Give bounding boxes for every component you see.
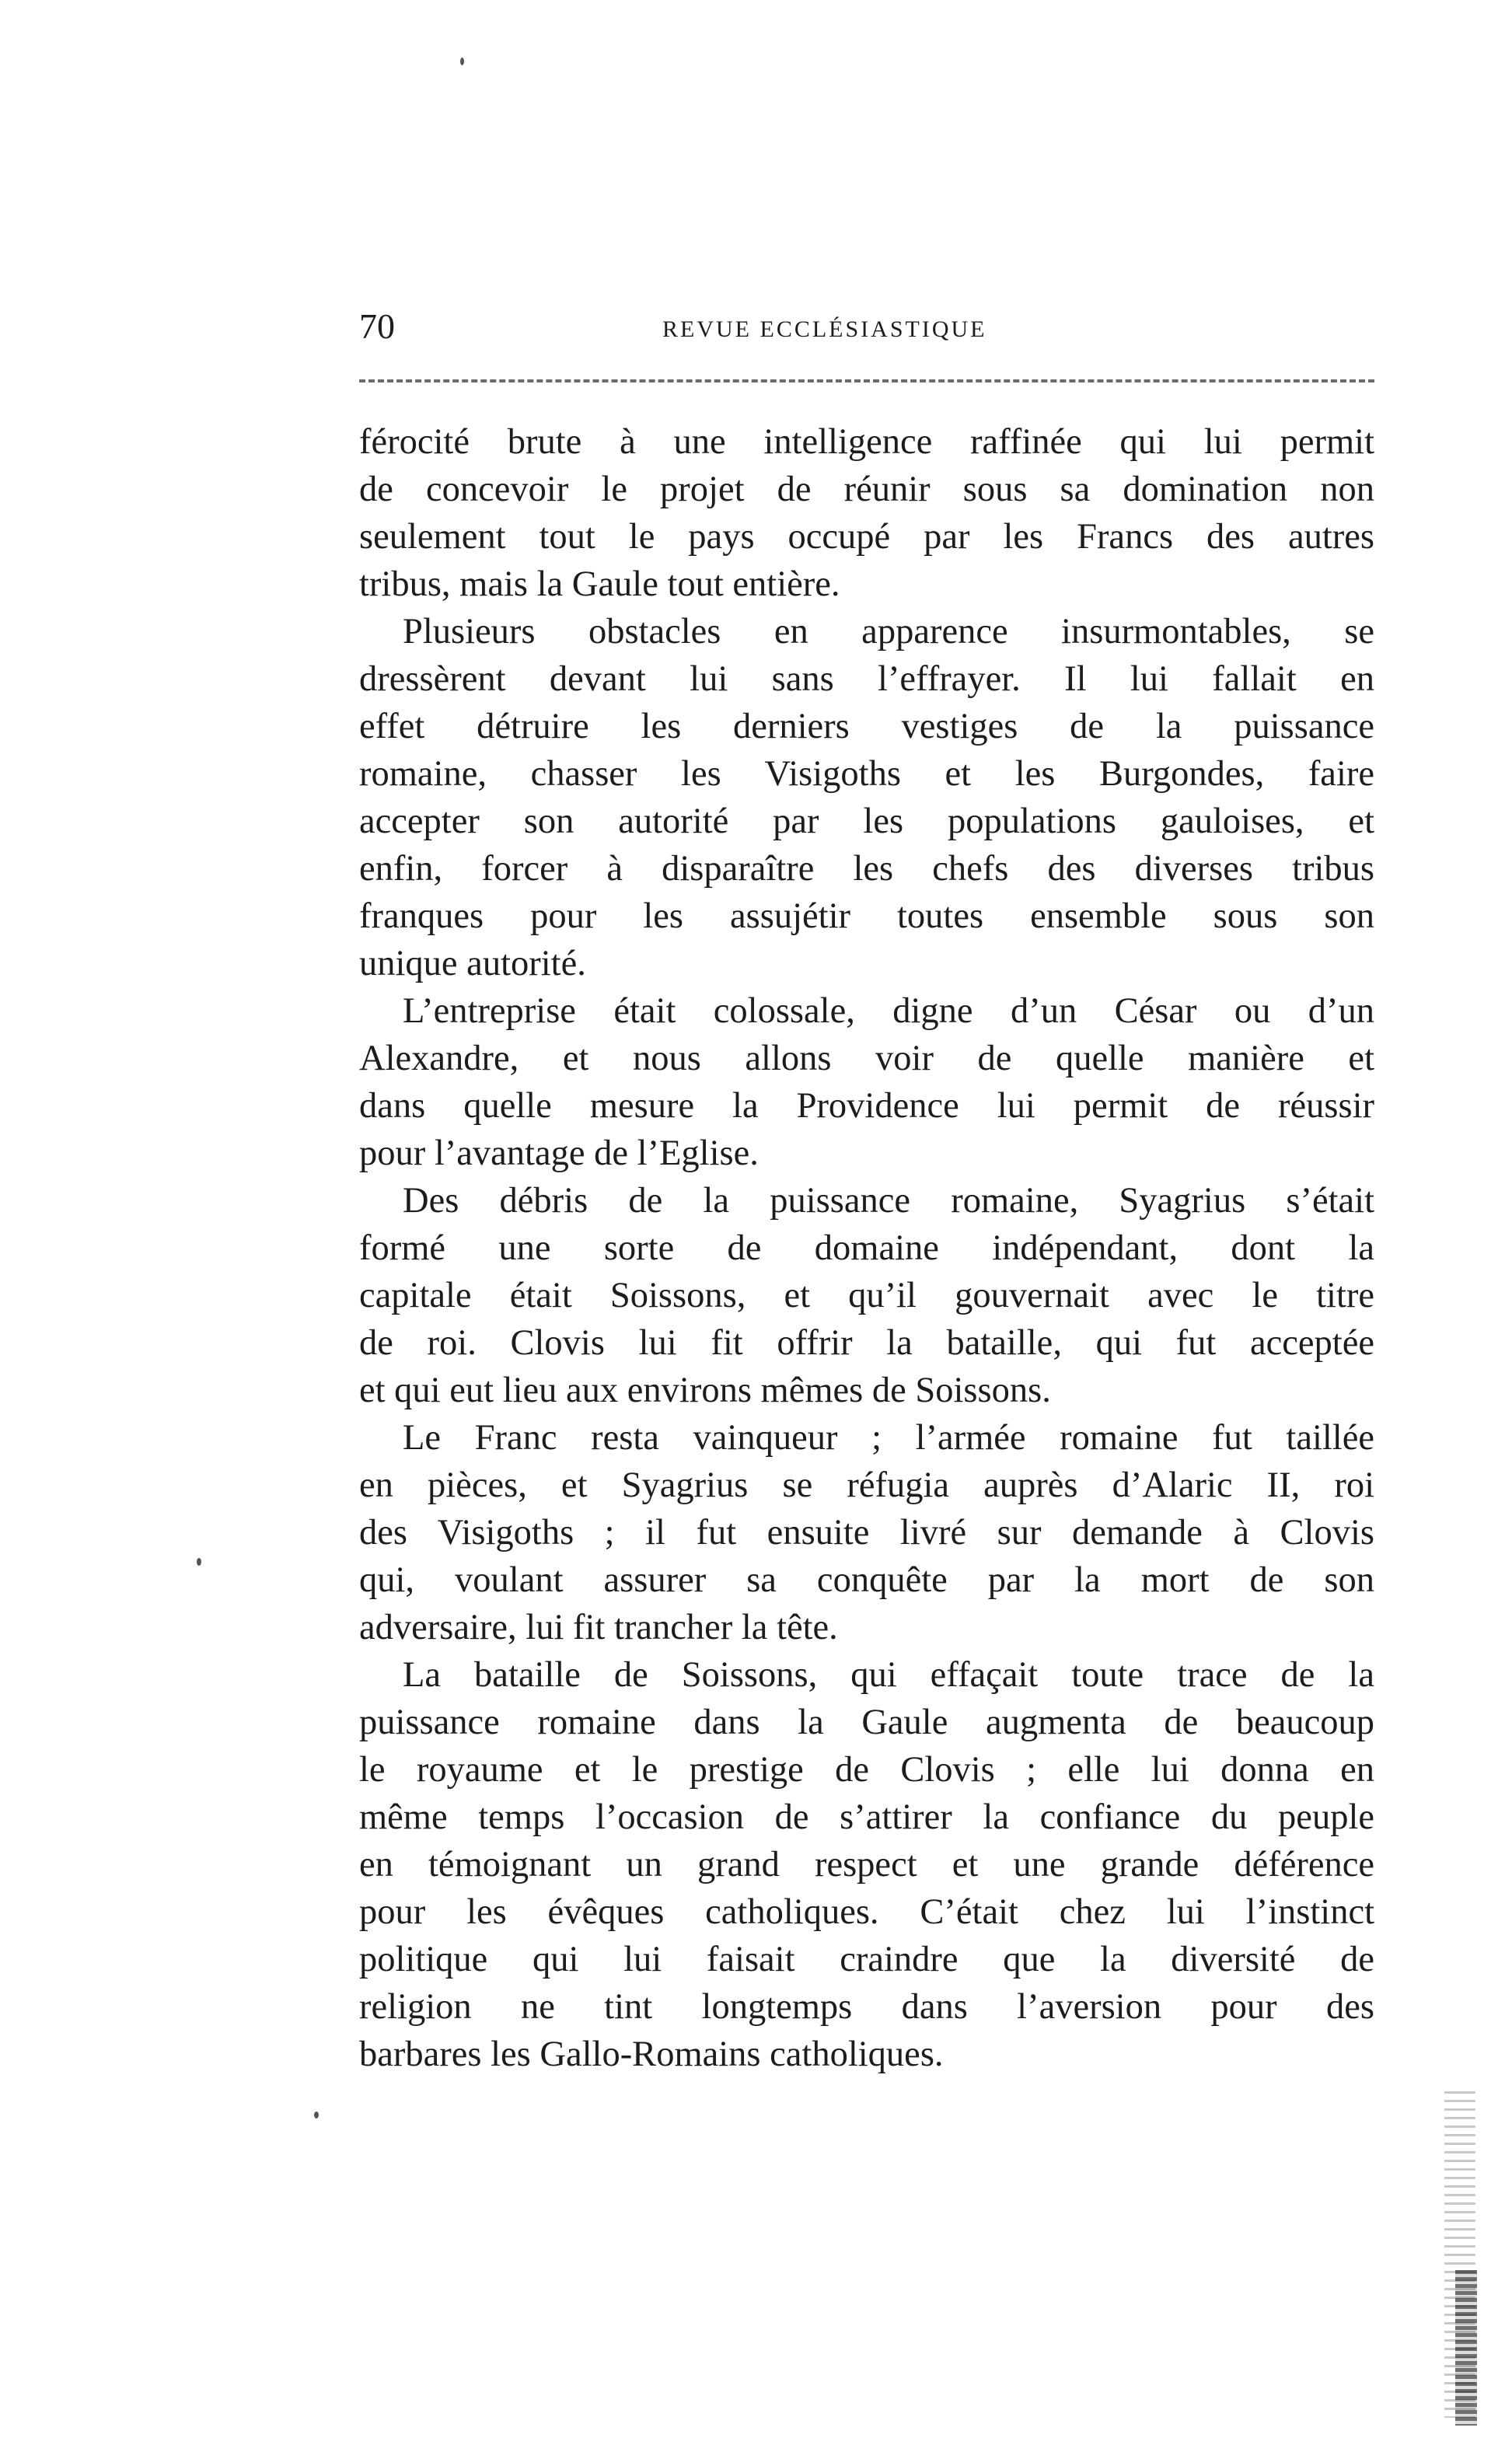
text-line: Des débris de la puissance romaine, Syagrius s’était [403, 1181, 1374, 1221]
header-rule [359, 379, 1374, 382]
text-line: pour l’avantage de l’Eglise. [359, 1133, 759, 1173]
text-line: Plusieurs obstacles en apparence insurmontables, se [403, 612, 1374, 651]
text-line: barbares les Gallo-Romains catholiques. [359, 2035, 944, 2074]
page-number: 70 [359, 306, 395, 346]
text-line: qui, voulant assurer sa conquête par la mort de son [359, 1560, 1374, 1600]
ink-speck [460, 58, 464, 65]
text-line: de roi. Clovis lui fit offrir la bataille, qui fut acceptée [359, 1323, 1374, 1363]
text-line: en témoignant un grand respect et une grande déférence [359, 1845, 1374, 1884]
text-line: unique autorité. [359, 944, 586, 983]
paragraph [359, 418, 1374, 608]
text-line: franques pour les assujétir toutes ensemble sous son [359, 896, 1374, 936]
text-line: adversaire, lui fit trancher la tête. [359, 1608, 838, 1647]
text-line: en pièces, et Syagrius se réfugia auprès d’Alaric II, roi [359, 1465, 1374, 1505]
text-line: effet détruire les derniers vestiges de la puissance [359, 707, 1374, 746]
running-title: REVUE ECCLÉSIASTIQUE [662, 316, 987, 342]
paragraph [359, 987, 1374, 1177]
text-line: pour les évêques catholiques. C’était chez lui l’instinct [359, 1892, 1374, 1932]
text-line: capitale était Soissons, et qu’il gouvernait avec le titre [359, 1276, 1374, 1315]
paragraph [359, 608, 1374, 987]
body-text [359, 418, 1374, 2078]
text-line: religion ne tint longtemps dans l’aversion pour des [359, 1987, 1374, 2027]
text-line: accepter son autorité par les populations gauloises, et [359, 802, 1374, 841]
text-line: de concevoir le projet de réunir sous sa domination non [359, 470, 1374, 509]
text-line: formé une sorte de domaine indépendant, dont la [359, 1228, 1374, 1268]
text-line: férocité brute à une intelligence raffinée qui lui permit [359, 422, 1374, 462]
paragraph [359, 1651, 1374, 2078]
paragraph [359, 1414, 1374, 1651]
text-line: Alexandre, et nous allons voir de quelle manière et [359, 1039, 1374, 1078]
text-line: puissance romaine dans la Gaule augmenta de beaucoup [359, 1703, 1374, 1742]
text-line: tribus, mais la Gaule tout entière. [359, 564, 840, 604]
text-line: enfin, forcer à disparaître les chefs des diverses tribus [359, 849, 1374, 889]
ink-speck [197, 1558, 201, 1566]
text-line: Le Franc resta vainqueur ; l’armée romaine fut taillée [403, 1418, 1374, 1458]
text-line: et qui eut lieu aux environs mêmes de Soissons. [359, 1371, 1051, 1410]
text-line: politique qui lui faisait craindre que la diversité de [359, 1940, 1374, 1979]
text-line: le royaume et le prestige de Clovis ; elle lui donna en [359, 1750, 1374, 1790]
text-line: des Visigoths ; il fut ensuite livré sur demande à Clovis [359, 1513, 1374, 1553]
text-line: même temps l’occasion de s’attirer la confiance du peuple [359, 1797, 1374, 1837]
paragraph [359, 1177, 1374, 1414]
text-line: romaine, chasser les Visigoths et les Burgondes, faire [359, 754, 1374, 794]
text-line: L’entreprise était colossale, digne d’un César ou d’un [403, 991, 1374, 1031]
text-line: dressèrent devant lui sans l’effrayer. Il lui fallait en [359, 659, 1374, 699]
page-header [359, 303, 1374, 350]
scan-edge-artifact [1455, 2270, 1477, 2426]
text-line: La bataille de Soissons, qui effaçait toute trace de la [403, 1655, 1374, 1695]
ink-speck [314, 2111, 319, 2118]
text-line: dans quelle mesure la Providence lui permit de réussir [359, 1086, 1374, 1126]
text-line: seulement tout le pays occupé par les Francs des autres [359, 517, 1374, 557]
